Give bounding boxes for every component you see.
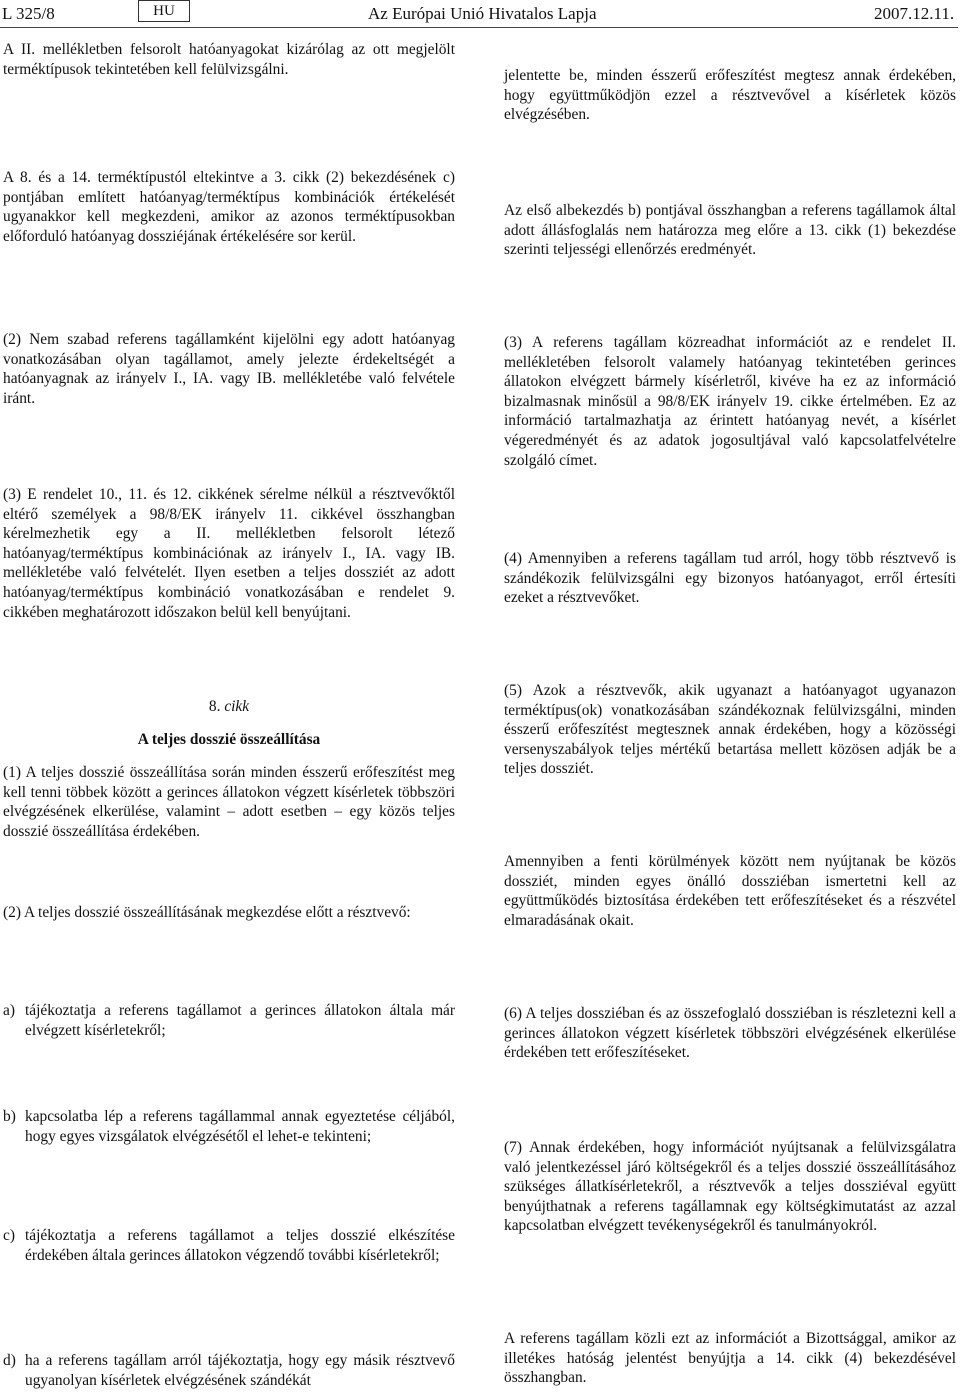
right-paragraph-1: jelentette be, minden ésszerű erőfeszítést megtesz annak érdekében, hogy együttműködjön ezzel a résztvevővel a kísérletek közös elvégzésében. bbox=[504, 67, 956, 124]
right-paragraph-4: (4) Amennyiben a referens tagállam tud arról, hogy több résztvevő is szándékozik felülvizsgálni egy bizonyos hatóanyagot, erről értesíti ezeket a résztvevőket. bbox=[504, 550, 956, 607]
list-text-d: ha a referens tagállam arról tájékoztatja, hogy egy másik résztvevő ugyanolyan kísérletek elvégzésének szándékát bbox=[25, 1352, 455, 1389]
right-paragraph-3: (3) A referens tagállam közreadhat információt az e rendelet II. mellékletében felsorolt valamely hatóanyag tekintetében gerinces állatokon elvégzett bármely kísérletről, kivéve ha ez az információ bizalmasnak minősül a 98/8/EK irányelv 19. cikke értelmében. Ez az információ tartalmazhatja az érintett hatóanyag nevét, a kísérlet végeredményét és az adatok jogosultjával való kapcsolatfelvételre szolgáló címet. bbox=[504, 334, 956, 469]
header-rule bbox=[0, 27, 958, 28]
list-label-c: c) bbox=[3, 1227, 15, 1244]
publication-date: 2007.12.11. bbox=[874, 4, 955, 23]
right-paragraph-6: Amennyiben a fenti körülmények között nem nyújtanak be közös dossziét, minden egyes önálló dossziéban ismertetni kell az együttműködés biztosítása érdekében tett erőfeszítéseket és a részvétel elmaradásának okait. bbox=[504, 853, 956, 929]
left-paragraph-3: (2) Nem szabad referens tagállamként kijelölni egy adott hatóanyag vonatkozásában olyan tagállamot, amely jelezte érdekeltségét a hatóanyagnak az irányelv I., IA. vagy IB. mellékletébe való felvétele iránt. bbox=[3, 331, 455, 407]
list-text-c: tájékoztatja a referens tagállamot a teljes dosszié elkészítése érdekében általa gerinces állatokon végzendő további kísérletekről; bbox=[25, 1227, 455, 1264]
left-paragraph-5: (1) A teljes dosszié összeállítása során minden ésszerű erőfeszítést meg kell tenni többek között a gerinces állatokon végzett kísérletek többszöri elvégzésének elkerülése, valamint – adott esetben – egy közös teljes dosszié összeállítása érdekében. bbox=[3, 764, 455, 840]
right-paragraph-2: Az első albekezdés b) pontjával összhangban a referens tagállamok által adott állásfoglalás nem határozza meg előre a 13. cikk (1) bekezdése szerinti teljességi ellenőrzés eredményét. bbox=[504, 202, 956, 259]
page-number: L 325/8 bbox=[2, 4, 55, 23]
right-paragraph-8: (7) Annak érdekében, hogy információt nyújtsanak a felülvizsgálatra való jelentkezéssel járó költségekről és a teljes dosszié összeállításához szükséges állatkísérletekről, a résztvevők a teljes dossziéval együtt benyújthatnak a referens tagállamnak egy költségkimutatást az azzal kapcsolatban elvégzett tevékenységekről és tanulmányokról. bbox=[504, 1139, 956, 1235]
right-paragraph-5: (5) Azok a résztvevők, akik ugyanazt a hatóanyagot ugyanazon terméktípus(ok) vonatkozásában szándékoznak felülvizsgálni, minden ésszerű erőfeszítést megtesznek annak érdekében, hogy a közösségi versenyszabályok teljes mértékű betartása mellett közösen adják be a teljes dossziét. bbox=[504, 682, 956, 778]
article-number bbox=[3, 697, 455, 717]
list-item-d bbox=[3, 1351, 455, 1390]
language-code-box: HU bbox=[138, 0, 190, 22]
list-text-a: tájékoztatja a referens tagállamot a gerinces állatokon általa már elvégzett kísérletekről; bbox=[25, 1002, 455, 1039]
article-number-value: 8. bbox=[208, 698, 221, 715]
article-title: A teljes dosszié összeállítása bbox=[137, 731, 321, 748]
article-word: cikk bbox=[224, 698, 250, 715]
left-paragraph-2: A 8. és a 14. terméktípustól eltekintve a 3. cikk (2) bekezdésének c) pontjában említett hatóanyag/terméktípus kombinációk értékelését ugyanakkor kell megkezdeni, amikor az azonos terméktípusokban előforduló hatóanyag dossziéjának értékelésére sor kerül. bbox=[3, 169, 455, 245]
list-item-b bbox=[3, 1107, 455, 1146]
list-label-d: d) bbox=[3, 1352, 16, 1369]
left-paragraph-6: (2) A teljes dosszié összeállításának megkezdése előtt a résztvevő: bbox=[3, 904, 411, 921]
left-paragraph-1: A II. mellékletben felsorolt hatóanyagokat kizárólag az ott megjelölt terméktípusok tekintetében kell felülvizsgálni. bbox=[3, 41, 455, 78]
list-item-c bbox=[3, 1226, 455, 1265]
list-item-a bbox=[3, 1001, 455, 1040]
list-text-b: kapcsolatba lép a referens tagállammal annak egyeztetése céljából, hogy egyes vizsgálatok elvégzésétől el lehet-e tekinteni; bbox=[25, 1108, 455, 1145]
list-label-b: b) bbox=[3, 1108, 16, 1125]
list-label-a: a) bbox=[3, 1002, 15, 1019]
right-paragraph-7: (6) A teljes dossziéban és az összefoglaló dossziéban is részletezni kell a gerinces állatokon végzett kísérletek többszöri elvégzésének elkerülése érdekében tett erőfeszítéseket. bbox=[504, 1005, 956, 1062]
left-paragraph-4: (3) E rendelet 10., 11. és 12. cikkének sérelme nélkül a résztvevőktől eltérő személyek a 98/8/EK irányelv 11. cikkével összhangban kérelmezhetik egy a II. mellékletben felsorolt létező hatóanyag/terméktípus kombinációnak az irányelv I., IA. vagy IB. mellékletébe való felvételét. Ilyen esetben a teljes dossziét az adott hatóanyag/terméktípus kombináció vonatkozásában e rendelet 9. cikkében meghatározott időszakon belül kell benyújtani. bbox=[3, 486, 455, 621]
right-paragraph-9: A referens tagállam közli ezt az információt a Bizottsággal, amikor az illetékes hatóság jelentést benyújtja a 14. cikk (4) bekezdésével összhangban. bbox=[504, 1330, 956, 1387]
journal-title: Az Európai Unió Hivatalos Lapja bbox=[368, 4, 597, 23]
page-header bbox=[0, 0, 960, 28]
